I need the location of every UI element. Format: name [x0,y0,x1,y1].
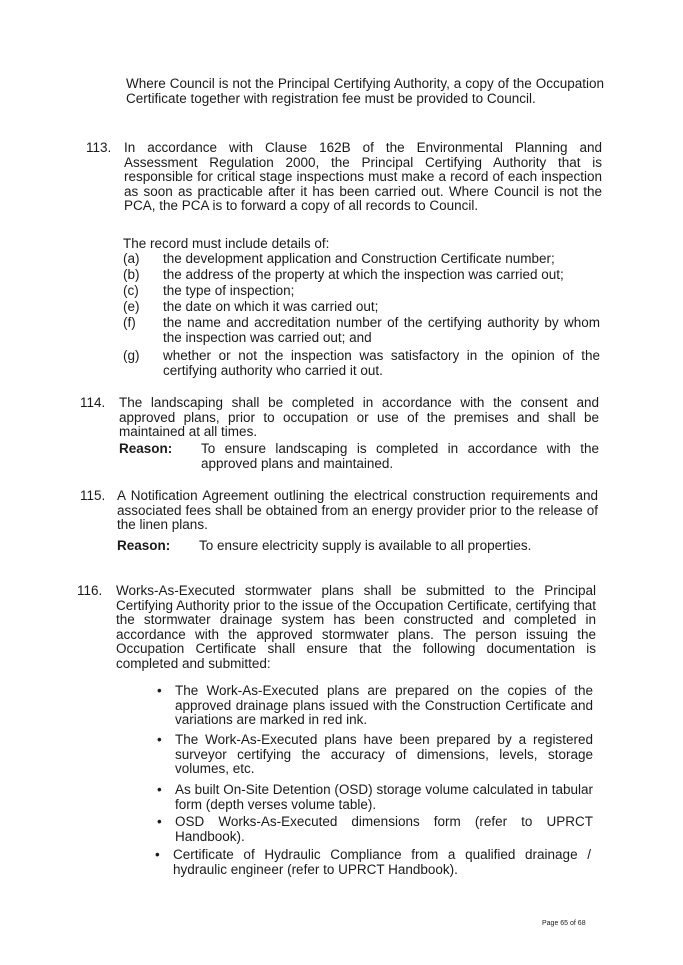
clause-115-body [117,489,598,533]
list-item-text: the name and accreditation number of the certifying authority by whom the inspection was carried out; and [163,315,600,345]
clause-115-number: 115. [80,488,106,503]
reason-label: Reason: [117,538,171,553]
list-item [155,848,595,878]
clause-116-text: Works-As-Executed stormwater plans shall be submitted to the Principal Certifying Authority prior to the issue of the Occupation Certificate, certifying that the stormwater drainage system has been constructed and completed in accordance with the approved stormwater plans. The person issuing the Occupation Certificate shall ensure that the following documentation is completed and submitted: [116,583,596,671]
list-item [123,252,603,267]
list-item-text: the address of the property at which the inspection was carried out; [163,267,564,282]
list-item [157,684,597,729]
list-item-text: the development application and Construction Certificate number; [163,251,555,266]
reason-text: To ensure landscaping is completed in accordance with the approved plans and maintained. [201,441,599,471]
record-intro [123,237,603,252]
list-item-letter: (b) [123,267,140,282]
list-item [123,300,603,315]
clause-114-body [119,396,599,440]
reason-text: To ensure electricity supply is available to all properties. [199,538,532,553]
clause-114-reason [119,442,599,472]
bullet-text: The Work-As-Executed plans have been prepared by a registered surveyor certifying the accuracy of dimensions, levels, storage volumes, etc. [175,732,593,777]
bullet-text: OSD Works-As-Executed dimensions form (refer to UPRCT Handbook). [175,814,593,844]
clause-113-text: In accordance with Clause 162B of the Environmental Planning and Assessment Regulation 2000, the Principal Certifying Authority that is responsible for critical stage inspections must make a record of each inspection as soon as practicable after it has been carried out. Where Council is not the PCA, the PCA is to forward a copy of all records to Council. [124,140,602,214]
clause-113-number: 113. [86,140,112,155]
intro-paragraph [126,77,604,106]
bullet-icon: • [157,782,162,797]
list-item [157,783,597,813]
bullet-icon: • [157,732,162,747]
list-item [123,349,603,379]
bullet-icon: • [157,814,162,829]
clause-115-text: A Notification Agreement outlining the electrical construction requirements and associated fees shall be obtained from an energy provider prior to the release of the linen plans. [117,488,598,533]
bullet-icon: • [155,847,160,862]
list-item-letter: (f) [123,315,136,330]
record-intro-text: The record must include details of: [123,236,330,251]
list-item [123,284,603,299]
clause-116-number: 116. [77,583,103,598]
page-number: Page 65 of 68 [542,920,586,927]
clause-114-text: The landscaping shall be completed in accordance with the consent and approved plans, prior to occupation or use of the premises and shall be maintained at all times. [119,395,599,440]
bullet-icon: • [157,683,162,698]
clause-114-number: 114. [80,395,106,410]
intro-text: Where Council is not the Principal Certifying Authority, a copy of the Occupation Certificate together with registration fee must be provided to Council. [126,76,604,106]
list-item [157,815,597,845]
reason-label: Reason: [119,441,173,456]
bullet-text: The Work-As-Executed plans are prepared on the copies of the approved drainage plans issued with the Construction Certificate and variations are marked in red ink. [175,683,593,728]
list-item-text: the date on which it was carried out; [163,299,379,314]
list-item-letter: (e) [123,299,140,314]
list-item-letter: (g) [123,348,140,363]
list-item [123,316,603,346]
list-item [157,733,597,778]
list-item-letter: (c) [123,283,139,298]
list-item-letter: (a) [123,251,140,266]
bullet-text: Certificate of Hydraulic Compliance from a qualified drainage / hydraulic engineer (refer to UPRCT Handbook). [173,847,591,877]
list-item-text: whether or not the inspection was satisfactory in the opinion of the certifying authority who carried it out. [163,348,600,378]
clause-113-body [124,141,602,214]
list-item-text: the type of inspection; [163,283,295,298]
list-item [123,268,603,283]
clause-115-reason [117,539,598,554]
bullet-text: As built On-Site Detention (OSD) storage volume calculated in tabular form (depth verses volume table). [175,782,593,812]
clause-116-body [116,584,596,672]
